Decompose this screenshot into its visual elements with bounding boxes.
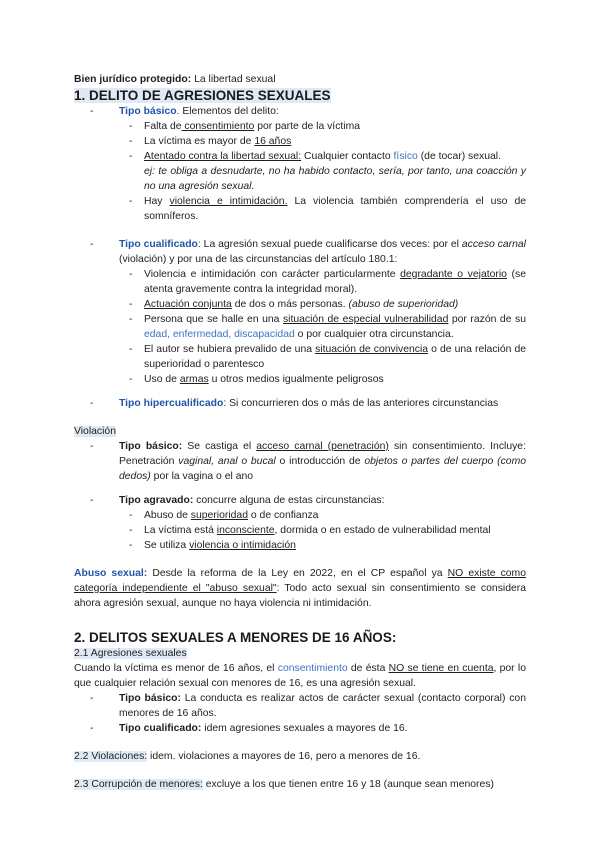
section-1-title: 1. DELITO DE AGRESIONES SEXUALES	[74, 88, 331, 103]
abuso-sexual-paragraph: Abuso sexual: Desde la reforma de la Ley en 2022, en el CP español ya NO existe como categoría independiente el "abuso sexual": Todo acto sexual sin consentimiento se considera ahora agresión sexual, aunque no haya violencia ni intimidación.	[74, 568, 526, 609]
intro-line	[74, 72, 526, 87]
list-item: - Falta de consentimiento por parte de la víctima	[129, 121, 361, 132]
menores-cualificado-item: - Tipo cualificado: idem agresiones sexuales a mayores de 16.	[90, 723, 408, 734]
list-item: - La víctima está inconsciente, dormida o en estado de vulnerabilidad mental	[129, 525, 491, 536]
intro-value: La libertad sexual	[191, 74, 276, 85]
subsection-2-3: 2.3 Corrupción de menores: excluye a los que tienen entre 16 y 18 (aunque sean menores)	[74, 779, 494, 790]
list-item: - Abuso de superioridad o de confianza	[129, 510, 319, 521]
list-item: - Se utiliza violencia o intimidación	[129, 540, 296, 551]
list-item: - La víctima es mayor de 16 años	[129, 136, 292, 147]
document-page	[74, 72, 526, 792]
tipo-hipercualificado-label: Tipo hipercualificado	[119, 398, 224, 409]
menores-basico-item: - Tipo básico: La conducta es realizar actos de carácter sexual (contacto corporal) con menores de 16 años.	[90, 693, 526, 719]
list-item: - Persona que se halle en una situación de especial vulnerabilidad por razón de su edad, enfermedad, discapacidad o por cualquier otra circunstancia.	[129, 314, 526, 340]
list-item: - Uso de armas u otros medios igualmente peligrosos	[129, 374, 384, 385]
subsection-2-1-text: Cuando la víctima es menor de 16 años, el consentimiento de ésta NO se tiene en cuenta, por lo que cualquier relación sexual con menores de 16, es una agresión sexual.	[74, 663, 526, 689]
tipo-basico-item: - Tipo básico. Elementos del delito: - Falta de consentimiento por parte de la víctima - La víctima es mayor de 16 años - Atentado contra la libertad sexual: Cualquier contacto físico (de tocar) sexual. ej: te obliga a desnudarte, no ha habido contacto, sería, por tanto, una coacción y no una agresión sexual. - Hay violencia e intimidación. La violencia también comprendería el uso de somníferos.	[74, 104, 526, 224]
section-2-list	[74, 691, 526, 736]
tipo-cualificado-item: - Tipo cualificado: La agresión sexual puede cualificarse dos veces: por el acceso carnal (violación) y por una de las circunstancias del artículo 180.1: - Violencia e intimidación con carácter particularmente degradante o vejatorio (se atenta gravemente contra la integridad moral). - Actuación conjunta de dos o más personas. (abuso de superioridad) - Persona que se halle en una situación de especial vulnerabilidad por razón de su edad, enfermedad, discapacidad o por cualquier otra circunstancia. - El autor se hubiera prevalido de una situación de convivencia o de una relación de superioridad o parentesco - Uso de armas u otros medios igualmente peligrosos	[74, 237, 526, 387]
subsection-2-2: 2.2 Violaciones: idem. violaciones a mayores de 16, pero a menores de 16.	[74, 751, 421, 762]
list-item: - Actuación conjunta de dos o más personas. (abuso de superioridad)	[129, 299, 459, 310]
violacion-heading: Violación	[74, 426, 116, 437]
section-1-list	[74, 104, 526, 411]
list-item: - Hay violencia e intimidación. La violencia también comprendería el uso de somníferos.	[129, 196, 526, 222]
intro-label: Bien jurídico protegido:	[74, 74, 192, 85]
violacion-list	[74, 439, 526, 553]
list-item: - Violencia e intimidación con carácter particularmente degradante o vejatorio (se atenta gravemente contra la integridad moral).	[129, 269, 526, 295]
list-item: - Atentado contra la libertad sexual: Cualquier contacto físico (de tocar) sexual. ej: te obliga a desnudarte, no ha habido contacto, sería, por tanto, una coacción y no una agresión sexual.	[129, 151, 526, 192]
subsection-2-1: 2.1 Agresiones sexuales	[74, 648, 187, 659]
section-2-title: 2. DELITOS SEXUALES A MENORES DE 16 AÑOS:	[74, 630, 397, 645]
tipo-cualificado-label: Tipo cualificado	[119, 239, 198, 250]
tipo-hipercualificado-item: - Tipo hipercualificado: Si concurrieren dos o más de las anteriores circunstancias	[90, 398, 499, 409]
violacion-basico-item: - Tipo básico: Se castiga el acceso carnal (penetración) sin consentimiento. Incluye: Penetración vaginal, anal o bucal o introducción de objetos o partes del cuerpo (como dedos) por la vagina o el ano	[90, 441, 526, 482]
list-item: - El autor se hubiera prevalido de una situación de convivencia o de una relación de superioridad o parentesco	[129, 344, 526, 370]
violacion-agravado-item: - Tipo agravado: concurre alguna de estas circunstancias: - Abuso de superioridad o de confianza - La víctima está inconsciente, dormida o en estado de vulnerabilidad mental - Se utiliza violencia o intimidación	[74, 493, 526, 553]
tipo-basico-label: Tipo básico	[119, 106, 177, 117]
